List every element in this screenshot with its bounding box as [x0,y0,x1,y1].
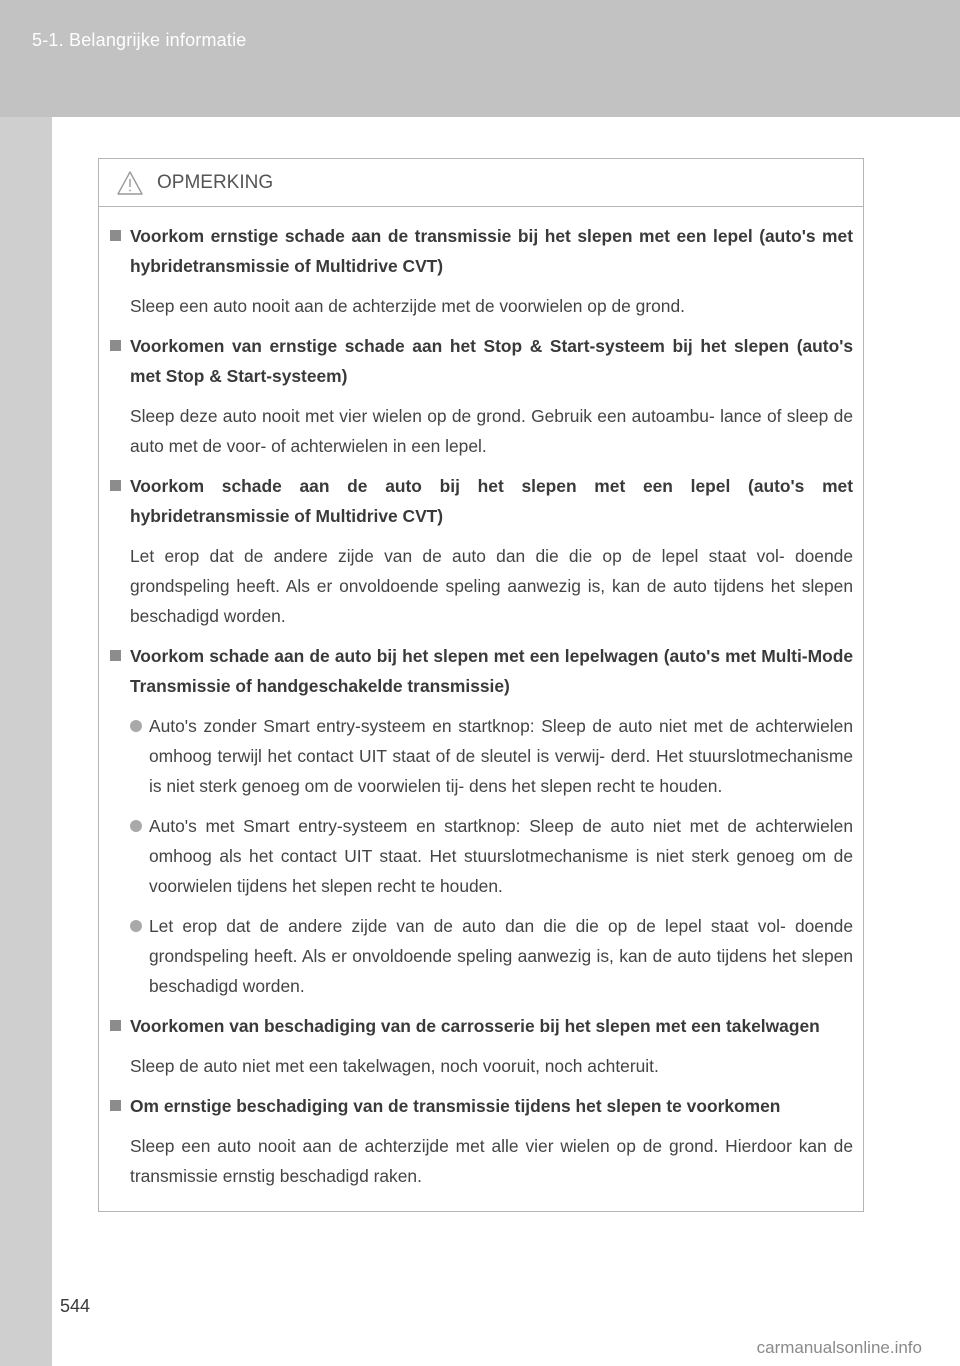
notice-item-text: Sleep een auto nooit aan de achterzijde met de voorwielen op de grond. [130,296,685,316]
square-bullet-icon [110,340,121,351]
notice-item-title: Voorkomen van beschadiging van de carrosserie bij het slepen met een takelwagen [109,1011,853,1041]
notice-box [98,158,864,1212]
square-bullet-icon [110,230,121,241]
warning-triangle-icon [116,170,144,196]
notice-item [109,1011,853,1081]
notice-item [109,1091,853,1191]
round-bullet-icon [130,920,142,932]
notice-header [99,159,863,207]
notice-heading: OPMERKING [157,171,274,193]
notice-item-text: Sleep een auto nooit aan de achterzijde met alle vier wielen op de grond. Hierdoor kan de transmissie ernstig beschadigd raken. [130,1136,853,1186]
square-bullet-icon [110,650,121,661]
notice-item [109,471,853,631]
list-item: Let erop dat de andere zijde van de auto dan die die op de lepel staat vol- doende grondspeling heeft. Als er onvoldoende speling aanwezig is, kan de auto tijdens het slepen beschadigd worden. [109,911,853,1001]
notice-item-text: Sleep deze auto nooit met vier wielen op de grond. Gebruik een autoambu- lance of sleep de auto met de voor- of achterwielen in een lepel. [130,406,853,456]
notice-item-title: Voorkomen van ernstige schade aan het Stop & Start-systeem bij het slepen (auto's met Stop & Start-systeem) [109,331,853,391]
square-bullet-icon [110,480,121,491]
watermark: carmanualsonline.info [756,1338,922,1357]
page-margin-strip [0,117,52,1366]
notice-item [109,641,853,1001]
notice-item [109,331,853,461]
page-number: 544 [60,1296,91,1316]
notice-item-title: Voorkom ernstige schade aan de transmissie bij het slepen met een lepel (auto's met hybridetransmissie of Multidrive CVT) [109,221,853,281]
header-bar [0,0,960,117]
notice-item-text: Let erop dat de andere zijde van de auto dan die die op de lepel staat vol- doende grondspeling heeft. Als er onvoldoende speling aanwezig is, kan de auto tijdens het slepen beschadigd worden. [130,546,853,626]
notice-item-title: Om ernstige beschadiging van de transmissie tijdens het slepen te voorkomen [109,1091,853,1121]
notice-item [109,221,853,321]
list-item: Auto's met Smart entry-systeem en startknop: Sleep de auto niet met de achterwielen omhoog als het contact UIT staat. Het stuurslotmechanisme is niet sterk genoeg om de voorwielen tijdens het slepen recht te houden. [109,811,853,901]
notice-item-title: Voorkom schade aan de auto bij het slepen met een lepel (auto's met hybridetransmissie of Multidrive CVT) [109,471,853,531]
list-item: Auto's zonder Smart entry-systeem en startknop: Sleep de auto niet met de achterwielen omhoog terwijl het contact UIT staat of de sleutel is verwij- derd. Het stuurslotmechanisme is niet sterk genoeg om de voorwielen tij- dens het slepen recht te houden. [109,711,853,801]
round-bullet-icon [130,720,142,732]
notice-item-text: Sleep de auto niet met een takelwagen, noch vooruit, noch achteruit. [130,1056,659,1076]
round-bullet-icon [130,820,142,832]
square-bullet-icon [110,1100,121,1111]
notice-item-title: Voorkom schade aan de auto bij het slepen met een lepelwagen (auto's met Multi-Mode Transmissie of handgeschakelde transmissie) [109,641,853,701]
section-title: 5-1. Belangrijke informatie [32,30,247,50]
square-bullet-icon [110,1020,121,1031]
notice-body [99,207,863,1191]
